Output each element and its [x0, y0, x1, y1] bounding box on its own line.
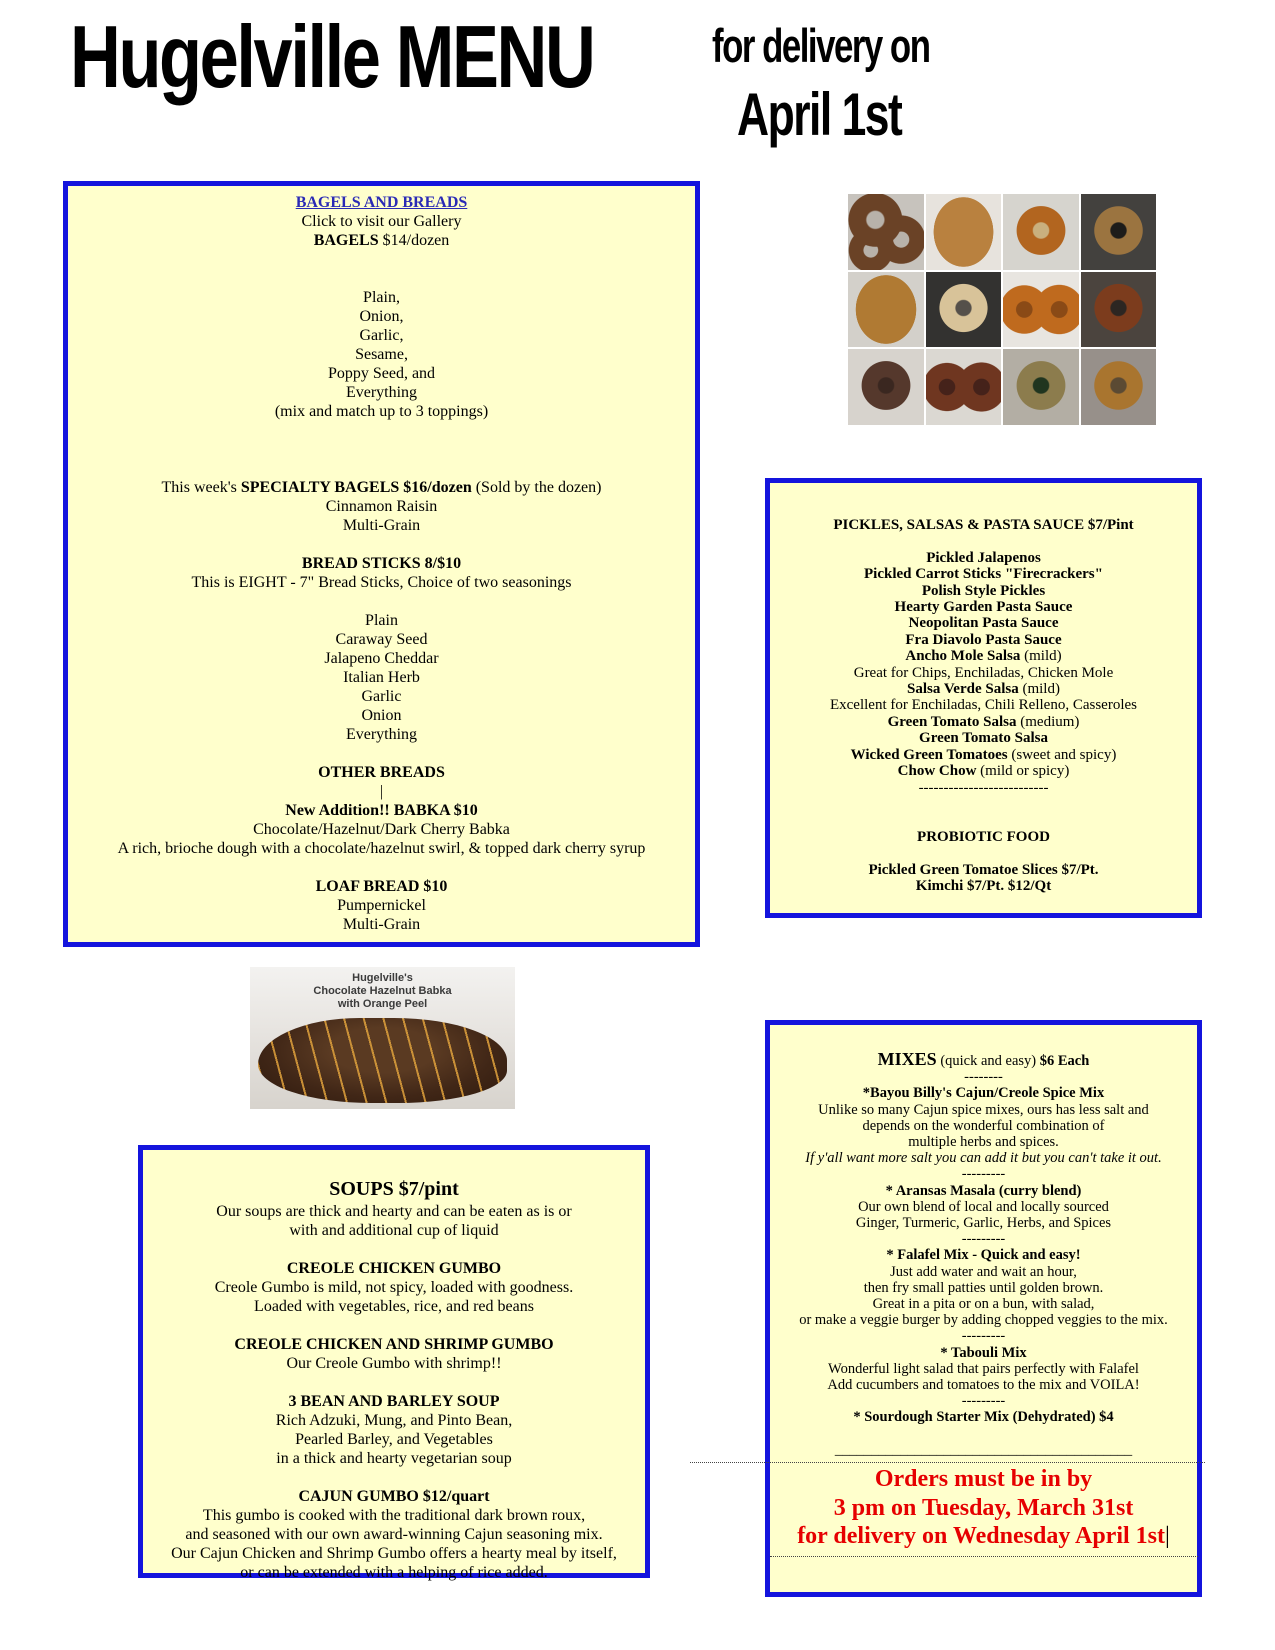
menu-line: depends on the wonderful combination of: [862, 1117, 1105, 1134]
menu-line: --------------------------: [918, 779, 1049, 796]
menu-line: Pickled Green Tomatoe Slices $7/Pt.: [868, 861, 1099, 878]
order-deadline-line3: for delivery on Wednesday April 1st|: [797, 1523, 1170, 1549]
menu-line: --------: [964, 1069, 1003, 1086]
menu-line: MIXES (quick and easy) $6 Each: [877, 1049, 1090, 1069]
mixes-panel: [765, 1020, 1202, 1597]
menu-line: Onion,: [359, 308, 404, 325]
soups-panel: [138, 1145, 650, 1581]
dark-bagel-rack-photo: [1081, 272, 1157, 348]
menu-line: Onion: [361, 707, 402, 724]
menu-line: Loaded with vegetables, rice, and red beans: [254, 1298, 534, 1315]
menu-line: Poppy Seed, and: [327, 365, 436, 382]
menu-line: Garlic,: [359, 327, 404, 344]
menu-line: * Aransas Masala (curry blend): [885, 1182, 1082, 1199]
spacer: [143, 1373, 645, 1392]
bagels-and-breads-panel: [63, 181, 700, 947]
menu-line: Wonderful light salad that pairs perfectly with Falafel: [828, 1360, 1139, 1377]
spacer: [143, 1240, 645, 1259]
babka-photo: [250, 967, 515, 1109]
menu-line: Rich Adzuki, Mung, and Pinto Bean,: [275, 1412, 513, 1429]
menu-line: in a thick and hearty vegetarian soup: [276, 1450, 512, 1467]
menu-line: CAJUN GUMBO $12/quart: [298, 1488, 490, 1505]
menu-line: Ginger, Turmeric, Garlic, Herbs, and Spices: [855, 1215, 1112, 1232]
menu-line: _________________________________________: [834, 1441, 1133, 1458]
menu-line: LOAF BREAD $10: [315, 878, 448, 895]
menu-line: Our soups are thick and hearty and can be eaten as is or: [216, 1203, 572, 1220]
menu-line: Ancho Mole Salsa (mild): [905, 648, 1062, 665]
menu-line: Multi-Grain: [342, 517, 421, 534]
menu-line: * Sourdough Starter Mix (Dehydrated) $4: [853, 1409, 1114, 1426]
menu-line: Salsa Verde Salsa (mild): [907, 681, 1060, 698]
menu-line: SOUPS $7/pint: [329, 1178, 459, 1200]
spacer: [68, 592, 695, 611]
menu-line: Plain: [365, 612, 398, 629]
dark-bagel-cluster-photo: [848, 194, 924, 270]
green-topped-bagel-photo: [1003, 349, 1079, 425]
menu-line: BAGELS $14/dozen: [313, 232, 450, 249]
page-title: Hugelville MENU: [70, 7, 594, 106]
menu-line: Creole Gumbo is mild, not spicy, loaded with goodness.: [214, 1279, 574, 1296]
menu-line: multiple herbs and spices.: [908, 1134, 1059, 1151]
menu-line: OTHER BREADS: [318, 764, 445, 781]
spacer: [68, 858, 695, 877]
menu-line: Our Cajun Chicken and Shrimp Gumbo offers a hearty meal by itself,: [171, 1545, 617, 1562]
dark-purple-bagel-photo: [848, 349, 924, 425]
text-cursor: |: [379, 783, 384, 800]
babka-caption-line2: Chocolate Hazelnut Babka: [313, 985, 452, 997]
menu-line: Wicked Green Tomatoes (sweet and spicy): [850, 746, 1117, 763]
menu-line: Garlic: [361, 688, 402, 705]
menu-line: Great for Chips, Enchiladas, Chicken Mole: [853, 664, 1114, 681]
menu-line: (mix and match up to 3 toppings): [274, 403, 489, 420]
menu-line: or make a veggie burger by adding chopped veggies to the mix.: [799, 1312, 1168, 1329]
plain-bagel-photo: [1003, 194, 1079, 270]
menu-line: Everything: [345, 726, 418, 743]
menu-line: BREAD STICKS 8/$10: [301, 555, 462, 572]
menu-line: Add cucumbers and tomatoes to the mix and VOILA!: [827, 1377, 1140, 1394]
spacer: [68, 744, 695, 763]
menu-line: Just add water and wait an hour,: [890, 1263, 1077, 1280]
menu-line: Everything: [345, 384, 418, 401]
text-cursor: |: [1165, 1523, 1170, 1549]
dotted-divider-lower: [770, 1556, 1198, 1557]
menu-line: Unlike so many Cajun spice mixes, ours has less salt and: [818, 1101, 1149, 1118]
menu-line: Pickled Jalapenos: [926, 549, 1041, 566]
menu-line: Green Tomato Salsa (medium): [887, 713, 1080, 730]
menu-line: Pickled Carrot Sticks "Firecrackers": [864, 566, 1103, 583]
menu-line: Chow Chow (mild or spicy): [897, 763, 1070, 780]
babka-photo-caption: [250, 967, 515, 1011]
delivery-subtitle-line1: for delivery on: [712, 19, 930, 72]
menu-line: Multi-Grain: [342, 916, 421, 933]
order-deadline-line1: Orders must be in by: [874, 1466, 1093, 1492]
menu-line: New Addition!! BABKA $10: [285, 802, 478, 819]
menu-line: Cinnamon Raisin: [325, 498, 438, 515]
double-dark-bagel-photo: [926, 349, 1002, 425]
bagels-breads-heading-link[interactable]: BAGELS AND BREADS: [295, 194, 468, 211]
menu-line: or can be extended with a helping of rice added.: [240, 1564, 548, 1581]
menu-line: Excellent for Enchiladas, Chili Relleno, Casseroles: [829, 697, 1137, 714]
menu-line: Kimchi $7/Pt. $12/Qt: [915, 877, 1052, 894]
spacer: [143, 1316, 645, 1335]
sesame-bagel-rack-photo: [1081, 349, 1157, 425]
menu-line: This is EIGHT - 7" Bread Sticks, Choice of two seasonings: [191, 574, 572, 591]
menu-line: CREOLE CHICKEN AND SHRIMP GUMBO: [234, 1336, 554, 1353]
menu-line: Great in a pita or on a bun, with salad,: [872, 1296, 1095, 1313]
order-deadline-notice: [770, 1465, 1197, 1551]
spacer: [68, 269, 695, 288]
menu-line: ---------: [961, 1231, 1006, 1248]
bread-loaf-photo: [926, 194, 1002, 270]
dotted-divider-upper: [690, 1462, 1205, 1463]
menu-line: ---------: [961, 1328, 1006, 1345]
menu-line: Caraway Seed: [335, 631, 428, 648]
order-deadline-line2: 3 pm on Tuesday, March 31st: [833, 1494, 1134, 1521]
menu-line: Jalapeno Cheddar: [324, 650, 439, 667]
delivery-subtitle-line2: April 1st: [737, 81, 902, 148]
menu-line: then fry small patties until golden brown.: [863, 1279, 1104, 1296]
menu-line: ---------: [961, 1393, 1006, 1410]
menu-line: Polish Style Pickles: [921, 582, 1046, 599]
spacer: [770, 1426, 1197, 1442]
babka-caption-line1: Hugelville's: [352, 972, 413, 984]
spacer: [770, 812, 1197, 828]
spacer: [68, 440, 695, 459]
menu-line: *Bayou Billy's Cajun/Creole Spice Mix: [862, 1085, 1105, 1102]
menu-line: * Tabouli Mix: [940, 1344, 1027, 1361]
spacer: [68, 459, 695, 478]
two-bagels-photo: [1003, 272, 1079, 348]
babka-bread-image: [258, 1018, 507, 1103]
spacer: [68, 250, 695, 269]
menu-line: with and additional cup of liquid: [289, 1222, 499, 1239]
menu-line: Pearled Barley, and Vegetables: [295, 1431, 493, 1448]
menu-line: Green Tomato Salsa: [919, 730, 1048, 747]
menu-line: If y'all want more salt you can add it but you can't take it out.: [805, 1150, 1162, 1167]
menu-line: Pumpernickel: [337, 897, 426, 914]
menu-line: Our own blend of local and locally sourced: [858, 1198, 1109, 1215]
everything-bagel-photo: [926, 272, 1002, 348]
menu-line: Hearty Garden Pasta Sauce: [894, 599, 1073, 616]
menu-line: Sesame,: [355, 346, 408, 363]
menu-line: A rich, brioche dough with a chocolate/hazelnut swirl, & topped dark cherry syrup: [117, 840, 646, 857]
menu-line: * Falafel Mix - Quick and easy!: [886, 1247, 1081, 1264]
spacer: [143, 1468, 645, 1487]
spacer: [770, 845, 1197, 861]
menu-line: ---------: [961, 1166, 1006, 1183]
menu-line: This week's SPECIALTY BAGELS $16/dozen (Sold by the dozen): [161, 479, 602, 496]
menu-line: 3 BEAN AND BARLEY SOUP: [288, 1393, 500, 1410]
menu-line: Neopolitan Pasta Sauce: [908, 615, 1059, 632]
menu-line: Plain,: [363, 289, 400, 306]
spacer: [770, 533, 1197, 549]
spacer: [68, 535, 695, 554]
menu-line: This gumbo is cooked with the traditional dark brown roux,: [202, 1507, 586, 1524]
menu-line: and seasoned with our own award-winning Cajun seasoning mix.: [185, 1526, 603, 1543]
menu-line: PICKLES, SALSAS & PASTA SAUCE $7/Pint: [833, 517, 1134, 533]
menu-line: CREOLE CHICKEN GUMBO: [286, 1260, 502, 1277]
pickles-salsas-panel: [765, 478, 1202, 918]
menu-line: Italian Herb: [343, 669, 420, 686]
gallery-link[interactable]: Click to visit our Gallery: [301, 213, 462, 230]
babka-caption-line3: with Orange Peel: [337, 998, 428, 1010]
bagel-gallery-photo-grid: [848, 194, 1156, 425]
spacer: [770, 796, 1197, 812]
menu-line: PROBIOTIC FOOD: [917, 828, 1050, 845]
menu-line: Our Creole Gumbo with shrimp!!: [286, 1355, 502, 1372]
seeded-bagel-dark-photo: [1081, 194, 1157, 270]
menu-line: Chocolate/Hazelnut/Dark Cherry Babka: [253, 821, 510, 838]
sesame-knot-bread-photo: [848, 272, 924, 348]
spacer: [68, 421, 695, 440]
menu-line: Fra Diavolo Pasta Sauce: [905, 631, 1062, 648]
